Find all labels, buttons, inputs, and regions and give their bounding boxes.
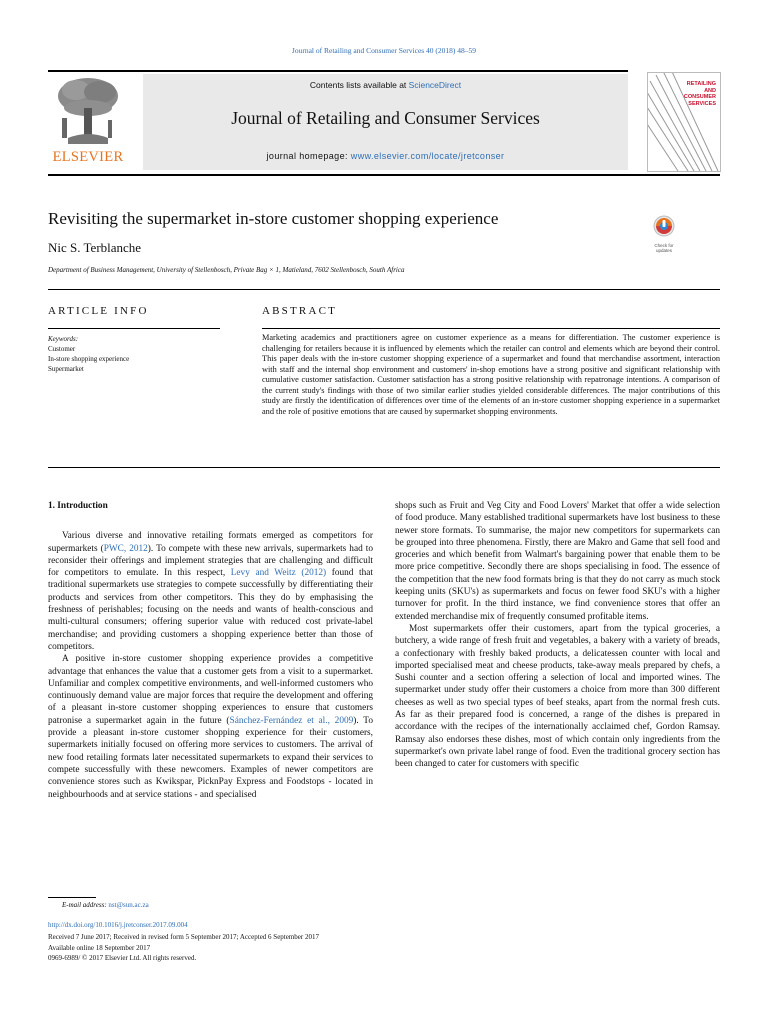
body-paragraph: Most supermarkets offer their customers, apart from the typical groceries, a butchery, a wide range of fresh fruit and vegetables, a bakery with a variety of breads, a confectionary with freshly baked products, a delicatessen counter with local and imported specialised meat and cheese products, take-away meals prepared by chefs, a Sushi counter and a section offering a selection of local and imported wines. The supermarket under study offer their customers a choice from more than 300 different cheeses as well as two special types of beef steaks, apart from the normal fresh cuts. As far as their prepared food is concerned, a range of the dishes is prepared in accordance with the recipes of the internationally acclaimed chef, Gordon Ramsay. Ramsay also endorses these dishes, most of which contain only ingredients from the supermarket's own private label range of food. Even the traditional grocery section has been changed to cater for customers with specific bbox=[395, 623, 720, 770]
check-updates-text: Check for bbox=[654, 243, 674, 248]
author-name: Nic S. Terblanche bbox=[48, 240, 142, 255]
journal-homepage: journal homepage: www.elsevier.com/locate/jretconser bbox=[266, 151, 505, 161]
body-column-left bbox=[48, 500, 373, 801]
cover-title-line: RETAILING bbox=[686, 81, 716, 87]
journal-cover-thumbnail bbox=[647, 72, 721, 172]
doi-link[interactable]: http://dx.doi.org/10.1016/j.jretconser.2017.09.004 bbox=[48, 921, 188, 929]
abstract-heading: ABSTRACT bbox=[262, 305, 338, 317]
body-paragraph: shops such as Fruit and Veg City and Food Lovers' Market that offer a wide selection of food produce. Many established traditional supermarkets have lost business to these newer store formats. To summarise, the major new competitors for supermarkets can be grouped into three phenomena. Firstly, there are Makro and Game that sell food and groceries and which benefit from Walmart's bargaining power that enable them to be more price competitive. Secondly there are shops specialising in food. The essence of the competition that the new food formats bring is that they do not carry as much stock keeping units (SKU's) as supermarkets and focus on fewer food SKU's with a higher turnover for profit. In the third instance, we find convenience stores that offer an extended merchandise mix of frequently consumed profitable items. bbox=[395, 501, 720, 622]
body-paragraph: A positive in-store customer shopping experience provides a competitive advantage that enhances the value that a customer gets from a visit to a supermarket. Unfamiliar and complex competitive environments, and well-informed customers who continuously demand value are major forces that require the development and offering of a pleasant in-store customer shopping experiences to ensure that customers patronise a supermarket again in the future (Sánchez-Fernández et al., 2009). To provide a pleasant in-store customer shopping experience for their customers, supermarkets initially focused on offering more services to customers. The arrival of new food retailing formats later necessitated supermarkets to expand their services to compete successfully with these newcomers. Examples of newer competitors are convenience stores such as Kwikspar, PicknPay Express and Foodstops - located in neighbourhoods and at service stations - and specialised bbox=[48, 654, 373, 800]
email-footnote: E-mail address: nst@sun.ac.za bbox=[62, 901, 149, 909]
cover-title-line: SERVICES bbox=[688, 100, 716, 107]
homepage-link[interactable]: www.elsevier.com/locate/jretconser bbox=[350, 151, 505, 161]
header-rule-bottom bbox=[48, 174, 720, 176]
contents-line: Contents lists available at ScienceDirect bbox=[309, 80, 462, 90]
keywords-block bbox=[48, 334, 129, 374]
sciencedirect-link[interactable]: ScienceDirect bbox=[408, 80, 462, 90]
keyword-item: Supermarket bbox=[48, 365, 84, 373]
elsevier-wordmark: ELSEVIER bbox=[52, 149, 124, 165]
check-updates-text: updates bbox=[655, 248, 672, 253]
citation-link[interactable]: PWC, 2012 bbox=[103, 543, 148, 554]
article-info-rule bbox=[48, 328, 220, 329]
article-info-heading: ARTICLE INFO bbox=[48, 305, 149, 317]
email-link[interactable]: nst@sun.ac.za bbox=[108, 901, 149, 909]
abstract-divider bbox=[48, 467, 720, 468]
check-for-updates-badge[interactable] bbox=[646, 214, 682, 253]
abstract-text: Marketing academics and practitioners agree on customer experience as a means for differentiation. The customer experience is challenging for retailers because it is influenced by elements which the retailer can control and elements which are beyond their control. This paper deals with the in-store customer shopping experience of a supermarket and found that merchandise assortment, interaction with staff and the internal shop environment and customers' in-shop emotions have a strong positive and significant relationship with cumulative customer satisfaction. Customer satisfaction has a strong positive relationship with repatronage intentions. A comparison of the current study's findings with those of two similar earlier studies yielded considerable differences. The major contributions of this study are firstly the identification of differences over time of the elements of an in-store customer shopping experience in a supermarket and the role of positive emotions that are caused by supermarket shopping environments. bbox=[262, 333, 720, 416]
author-affiliation: Department of Business Management, University of Stellenbosch, Private Bag × 1, Matieland, 7602 Stellenbosch, South Africa bbox=[48, 266, 405, 274]
header-rule-top bbox=[48, 70, 628, 72]
citation-link[interactable]: Sánchez-Fernández et al., 2009 bbox=[229, 715, 354, 726]
received-dates: Received 7 June 2017; Received in revised form 5 September 2017; Accepted 6 September 2017 bbox=[48, 933, 319, 941]
abstract-rule bbox=[262, 328, 720, 329]
keywords-label: Keywords: bbox=[48, 335, 79, 343]
cover-title-line: AND bbox=[704, 87, 716, 94]
cover-title-line: CONSUMER bbox=[683, 94, 716, 100]
section-title-introduction: 1. Introduction bbox=[48, 501, 108, 511]
footnote-rule bbox=[48, 897, 96, 898]
keyword-item: In-store shopping experience bbox=[48, 355, 130, 363]
journal-title: Journal of Retailing and Consumer Services bbox=[231, 108, 540, 128]
available-online: Available online 18 September 2017 bbox=[48, 943, 151, 952]
copyright-line: 0969-6989/ © 2017 Elsevier Ltd. All rights reserved. bbox=[48, 954, 197, 962]
keyword-item: Customer bbox=[48, 345, 76, 353]
title-divider bbox=[48, 289, 720, 290]
citation-link[interactable]: Levy and Weitz (2012) bbox=[230, 568, 327, 579]
article-title: Revisiting the supermarket in-store customer shopping experience bbox=[48, 209, 499, 228]
publication-dates bbox=[48, 932, 319, 964]
journal-reference[interactable]: Journal of Retailing and Consumer Services 40 (2018) 48–59 bbox=[291, 46, 477, 55]
body-column-right bbox=[395, 500, 720, 771]
body-paragraph: Various diverse and innovative retailing formats emerged as competitors for supermarkets (PWC, 2012). To compete with these new arrivals, supermarkets had to reconsider their offerings and implement strategies that are challenging and difficult for competitors to emulate. In this respect, Levy and Weitz (2012) found that traditional supermarkets use strategies to compete successfully by differentiating their products and services from other competitors. This they do by emphasising the freshness of perishables; focusing on the needs and wants of health-conscious and multi-cultural consumers; offering superior value with reduced cost private-label merchandise; and providing customers a shopping experience better than those of competitors. bbox=[48, 531, 373, 652]
